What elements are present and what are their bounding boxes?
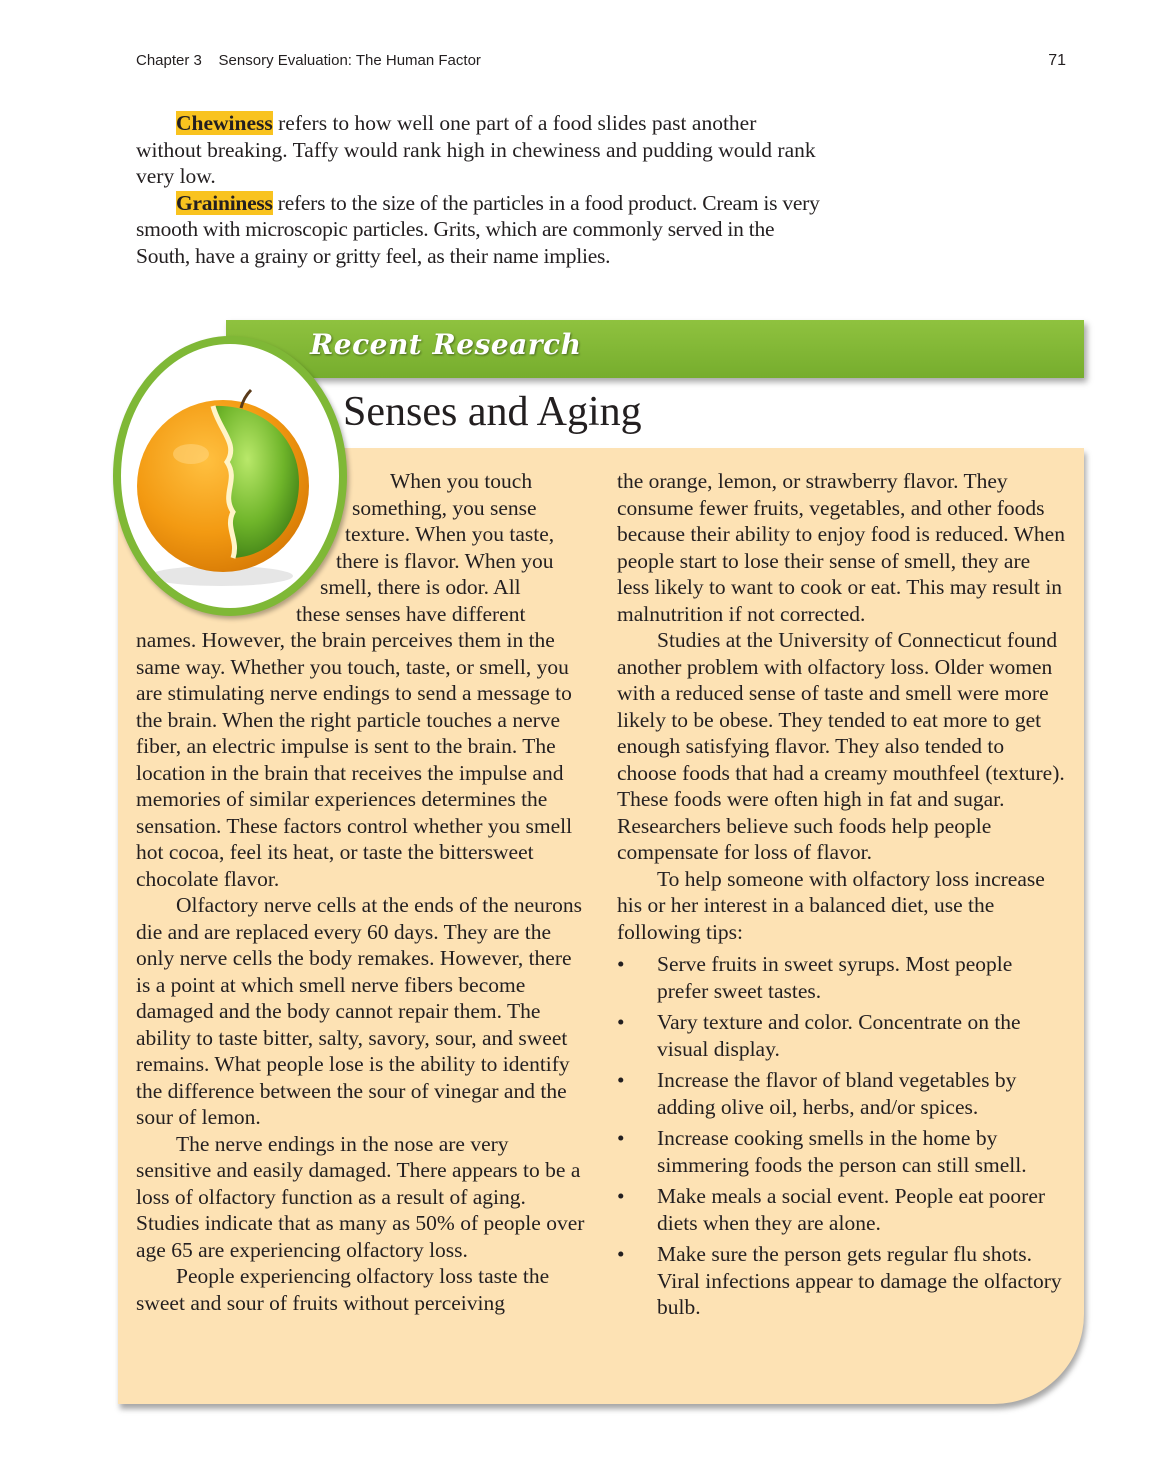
wrap-line: texture. When you taste, [345,522,555,546]
intro-definitions [136,110,826,269]
bullet-icon: • [617,1010,625,1034]
tip-text: Increase cooking smells in the home by simmering foods the person can still smell. [657,1126,1027,1177]
wrap-line: there is flavor. When you [336,548,554,573]
section-label-bar [226,320,1084,378]
wrap-line: something, you sense [352,495,537,520]
tip-text: Increase the flavor of bland vegetables by adding olive oil, herbs, and/or spices. [657,1068,1017,1119]
body-paragraph: Olfactory nerve cells at the ends of the neurons die and are replaced every 60 days. They are the only nerve cells the body remakes. However, there is a point at which smell nerve fibers become damaged and the body cannot repair them. The ability to taste bitter, salty, savory, sour, and sweet remains. What people lose is the ability to identify the difference between the sour of vinegar and the sour of lemon. [136,893,582,1129]
chewiness-paragraph [136,110,826,190]
tips-list [617,951,1067,1321]
bullet-icon: • [617,1184,625,1208]
body-paragraph: People experiencing olfactory loss taste the sweet and sour of fruits without perceiving [136,1264,550,1315]
right-column [617,468,1067,1326]
bullet-icon: • [617,1126,625,1150]
list-item [617,1125,1067,1178]
list-item [617,1183,1067,1236]
body-paragraph: the orange, lemon, or strawberry flavor. They consume fewer fruits, vegetables, and other foods because their ability to enjoy food is reduced. When people start to lose their sense of smell, they are less likely to want to cook or eat. This may result in malnutrition if not corrected. [617,469,1065,626]
list-item [617,1241,1067,1321]
bullet-icon: • [617,1068,625,1092]
body-paragraph: Studies at the University of Connecticut found another problem with olfactory loss. Older women with a reduced sense of taste and smell were more likely to be obese. They tended to eat more to get enough satisfying flavor. They also tended to choose foods that had a creamy mouthfeel (texture). These foods were often high in fat and sugar. Researchers believe such foods help people compensate for loss of flavor. [617,628,1065,864]
graininess-definition: refers to the size of the particles in a food product. Cream is very smooth with microscopic particles. Grits, which are commonly served in the South, have a grainy or gritty feel, as their name implies. [136,190,820,268]
graininess-term: Graininess [176,190,273,215]
sidebar-title: Senses and Aging [343,389,642,435]
page-number: 71 [1048,52,1066,69]
list-item [617,951,1067,1004]
body-paragraph: names. However, the brain perceives them in the same way. Whether you touch, taste, or smell, you are stimulating nerve endings to send a message to the brain. When the right particle touches a nerve fiber, an electric impulse is sent to the brain. The location in the brain that receives the impulse and memories of similar experiences determines the sensation. These factors control whether you smell hot cocoa, feel its heat, or taste the bittersweet chocolate flavor. [136,628,573,891]
graininess-paragraph [136,190,826,270]
list-item [617,1067,1067,1120]
list-item [617,1009,1067,1062]
chewiness-term: Chewiness [176,111,273,135]
tip-text: Make meals a social event. People eat poorer diets when they are alone. [657,1184,1046,1235]
tip-text: Vary texture and color. Concentrate on the visual display. [657,1010,1021,1061]
tip-text: Serve fruits in sweet syrups. Most people prefer sweet tastes. [657,952,1013,1003]
bullet-icon: • [617,952,625,976]
running-head [136,52,1066,69]
chapter-title: Sensory Evaluation: The Human Factor [218,52,481,69]
chewiness-definition: refers to how well one part of a food slides past another without breaking. Taffy would rank high in chewiness and pudding would rank very low. [136,111,816,188]
tip-text: Make sure the person gets regular flu shots. Viral infections appear to damage the olfactory bulb. [657,1242,1062,1319]
wrap-line: these senses have different [296,601,526,626]
body-paragraph: To help someone with olfactory loss increase his or her interest in a balanced diet, use the following tips: [617,866,1045,944]
left-column [136,468,586,1316]
bullet-icon: • [617,1242,625,1266]
section-label: Recent Research [310,328,582,361]
wrap-line: smell, there is odor. All [320,575,521,599]
wrap-line: When you touch [390,469,533,493]
chapter-number: Chapter 3 [136,52,202,69]
body-paragraph: The nerve endings in the nose are very sensitive and easily damaged. There appears to be a loss of olfactory function as a result of aging. Studies indicate that as many as 50% of people over age 65 are experiencing olfactory loss. [136,1131,585,1262]
